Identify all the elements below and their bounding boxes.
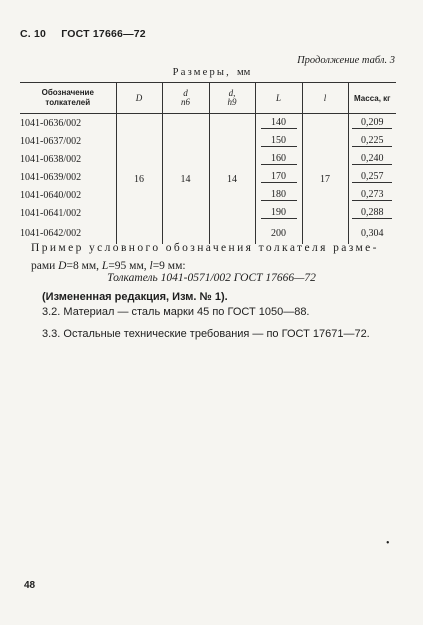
mass-cell <box>348 186 396 204</box>
merged-d1-cell: 14 <box>209 114 255 245</box>
L-value: 140 <box>261 117 297 129</box>
L-cell <box>255 186 302 204</box>
designation-cell: 1041-0637/002 <box>20 135 82 147</box>
designation-cell: 1041-0638/002 <box>20 153 82 165</box>
header-designation-line1: Обозначение <box>41 88 94 97</box>
designation-cell: 1041-0639/002 <box>20 171 82 183</box>
L-value-text: =95 мм, <box>108 260 147 272</box>
table-caption <box>0 67 423 78</box>
merged-d-cell: 14 <box>162 114 209 245</box>
header-designation-line2: толкателей <box>45 98 91 107</box>
example-lead-text: Пример условного обозначения толкателя разме- <box>31 242 379 254</box>
designation-example: Толкатель 1041-0571/002 ГОСТ 17666—72 <box>107 272 316 284</box>
clause-3-2: 3.2. Материал — сталь марки 45 по ГОСТ 1050—88. <box>42 306 310 318</box>
L-value: 200 <box>271 227 286 239</box>
designation-cell: 1041-0641/002 <box>20 207 82 219</box>
mass-cell <box>348 132 396 150</box>
example-tail-text: рами <box>31 260 56 272</box>
mass-value: 0,240 <box>352 153 392 165</box>
header-d1-symbol: d, <box>228 88 236 98</box>
L-value: 190 <box>261 207 297 219</box>
mass-cell <box>348 114 396 133</box>
dot-mark: • <box>386 538 390 549</box>
L-value: 170 <box>261 171 297 183</box>
L-cell <box>255 150 302 168</box>
table-header-row <box>20 83 396 114</box>
L-cell <box>255 168 302 186</box>
L-variable: L <box>101 260 109 272</box>
L-value: 150 <box>261 135 297 147</box>
mass-value: 0,288 <box>352 207 392 219</box>
mass-value: 0,225 <box>352 135 392 147</box>
dimensions-table <box>20 82 396 244</box>
mass-cell <box>348 204 396 222</box>
caption-text: Размеры, <box>172 67 232 78</box>
L-cell <box>255 132 302 150</box>
mass-value: 0,257 <box>352 171 392 183</box>
D-variable: D <box>58 260 67 272</box>
merged-D-cell: 16 <box>116 114 162 245</box>
mass-value: 0,304 <box>361 227 384 239</box>
mass-value: 0,209 <box>352 117 392 129</box>
mass-cell <box>348 150 396 168</box>
L-value: 180 <box>261 189 297 201</box>
mass-cell <box>348 168 396 186</box>
header-designation <box>20 83 116 114</box>
caption-unit: мм <box>237 67 251 78</box>
designation-example-paragraph <box>31 239 395 275</box>
header-L: L <box>255 83 302 114</box>
clause-3-3: 3.3. Остальные технические требования — по ГОСТ 17671—72. <box>42 328 370 340</box>
header-mass: Масса, кг <box>348 83 396 114</box>
merged-l-cell: 17 <box>302 114 348 245</box>
page-header <box>20 28 146 40</box>
L-cell <box>255 204 302 222</box>
standard-number: ГОСТ 17666—72 <box>61 28 146 40</box>
designation-cell: 1041-0642/002 <box>20 227 82 239</box>
L-cell <box>255 114 302 133</box>
D-value: =8 мм, <box>66 260 100 272</box>
page-number: 48 <box>24 580 36 591</box>
amendment-note: (Измененная редакция, Изм. № 1). <box>42 291 228 303</box>
page-label: С. 10 <box>20 28 47 40</box>
L-value: 160 <box>261 153 297 165</box>
header-D: D <box>116 83 162 114</box>
header-d1 <box>209 83 255 114</box>
header-d <box>162 83 209 114</box>
designation-cell: 1041-0640/002 <box>20 189 82 201</box>
header-d-fit: п6 <box>181 97 190 107</box>
designation-cell: 1041-0636/002 <box>20 117 82 129</box>
mass-value: 0,273 <box>352 189 392 201</box>
header-d1-fit: h9 <box>227 97 237 107</box>
table-continuation-note: Продолжение табл. 3 <box>297 55 395 66</box>
table-row <box>20 114 396 133</box>
l-value-text: =9 мм: <box>152 260 186 272</box>
l-variable: l <box>149 260 153 272</box>
header-d-symbol: d <box>183 88 188 98</box>
header-l: l <box>302 83 348 114</box>
